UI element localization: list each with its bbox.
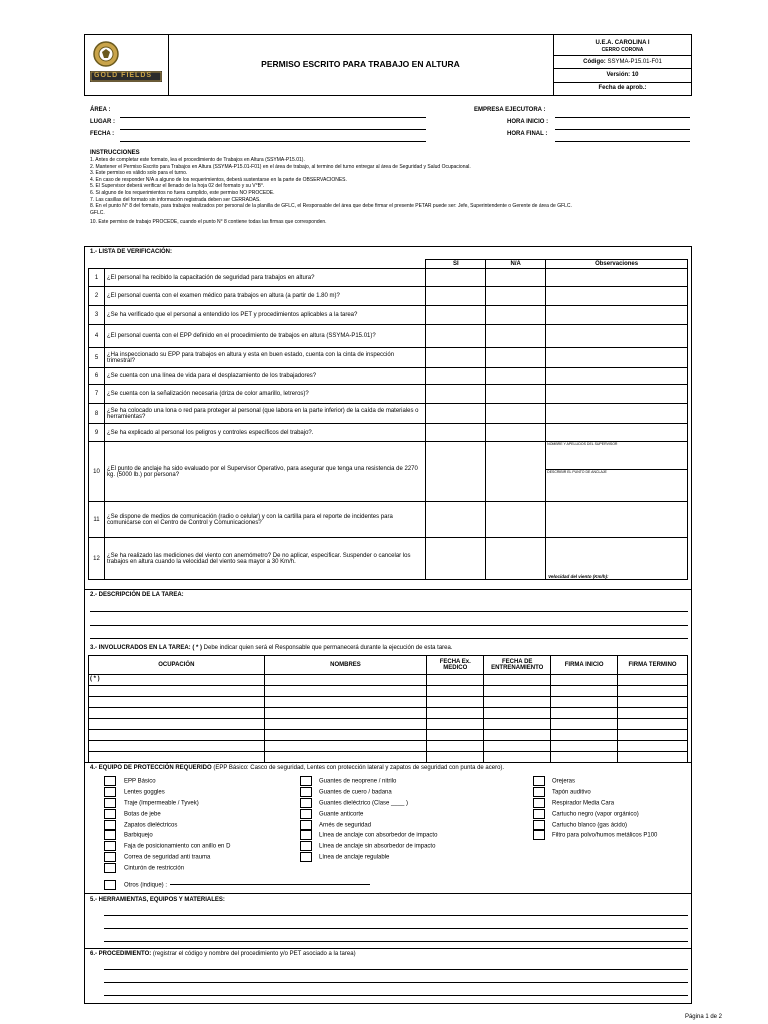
hora-inicio-label: HORA INICIO : [507, 119, 549, 125]
section5-title: 5.- HERRAMIENTAS, EQUIPOS Y MATERIALES: [90, 897, 225, 903]
checkbox[interactable] [104, 841, 116, 851]
table-row [89, 697, 688, 708]
empresa-label: EMPRESA EJECUTORA : [474, 107, 546, 113]
table-row [89, 708, 688, 719]
instruction-item: 5. El Supervisor deberá verificar el llenado de la hoja 02 del formato y su V°B°. [90, 183, 265, 190]
na-cell[interactable] [486, 502, 546, 538]
checkbox[interactable] [300, 852, 312, 862]
si-cell[interactable] [426, 442, 486, 502]
table-row [89, 741, 688, 752]
checkbox[interactable] [104, 787, 116, 797]
fecha-label: FECHA : [90, 131, 115, 137]
checkbox[interactable] [300, 841, 312, 851]
epp-item[interactable]: Arnés de seguridad [300, 820, 540, 831]
instruction-item: 2. Mantener el Permiso Escrito para Trabajos en Altura (SSYMA-P15.01-F01) en el área de trabajo, al termino del turno entregar al área de Seguridad y Salud Ocupacional. [90, 163, 471, 170]
na-cell[interactable] [486, 269, 546, 287]
lugar-label: LUGAR : [90, 119, 116, 125]
section4-title: 4.- EQUIPO DE PROTECCIÓN REQUERIDO (EPP Básico: Casco de seguridad, Lentes con protección lateral y zapatos de seguridad con punta de acero). [90, 765, 505, 771]
epp-col3 [533, 776, 688, 841]
instructions-list [90, 157, 690, 226]
col-na: N/A [486, 260, 546, 269]
table-row: ( * ) [89, 675, 688, 686]
checkbox[interactable] [104, 809, 116, 819]
instruction-item: 1. Antes de completar este formato, lea el procedimiento de Trabajos en Altura (SSYMA-P15.01). [90, 157, 305, 163]
obs-cell[interactable] [546, 502, 688, 538]
table-row: 8 ¿Se ha colocado una lona o red para proteger al personal (que labora en la parte inferior) de la caída de materiales o herramientas? [89, 404, 688, 424]
instruction-item: 7. Las casillas del formato sin información registrada deben ser CERRADAS. [90, 196, 261, 203]
table-row: 6 ¿Se cuenta con una línea de vida para el desplazamiento de los trabajadores? [89, 368, 688, 385]
table-row: 2 ¿El personal cuenta con el examen médico para trabajos en altura (a partir de 1.80 m)? [89, 287, 688, 306]
na-cell[interactable] [486, 368, 546, 385]
version: Versión: 10 [606, 72, 639, 78]
epp-item[interactable]: Correa de seguridad anti trauma [104, 852, 304, 863]
col-firma-termino: FIRMA TERMINO [618, 656, 688, 675]
epp-item[interactable]: Línea de anclaje con absorbedor de impacto [300, 830, 540, 841]
checkbox[interactable] [300, 820, 312, 830]
col-fecha-medico: FECHA Ex. MEDICO [427, 656, 484, 675]
checkbox[interactable] [104, 776, 116, 786]
epp-item[interactable]: Barbiquejo [104, 830, 304, 841]
instruction-item: 4. En caso de responder N/A a alguno de los requerimientos, deberá sustentarse en la parte de OBSERVACIONES. [90, 176, 347, 183]
epp-item[interactable]: Orejeras [533, 776, 688, 787]
epp-item[interactable]: Lentes goggles [104, 787, 304, 798]
page-title: PERMISO ESCRITO PARA TRABAJO EN ALTURA [261, 59, 460, 69]
obs10-supervisor: NOMBRE Y APELLIDOS DEL SUPERVISOR [546, 442, 687, 470]
epp-item[interactable]: Guante anticorte [300, 809, 540, 820]
checkbox[interactable] [300, 830, 312, 840]
epp-item[interactable]: Guantes de cuero / badana [300, 787, 540, 798]
obs-cell[interactable] [546, 404, 688, 424]
na-cell[interactable] [486, 348, 546, 368]
epp-item[interactable]: Filtro para polvo/humos metálicos P100 [533, 830, 688, 841]
si-cell[interactable] [426, 404, 486, 424]
gold-fields-logo [90, 40, 162, 84]
logo-text: GOLD FIELDS [94, 72, 153, 79]
obs-cell[interactable] [546, 269, 688, 287]
company-line1: U.E.A. CAROLINA I [595, 40, 650, 46]
obs10-anclaje: DESCRIBIR EL PUNTO DE ANCLAJE [547, 470, 607, 474]
table-row: 5 ¿Ha inspeccionado su EPP para trabajos en altura y esta en buen estado, cuenta con la cinta de inspección trimestral? [89, 348, 688, 368]
obs-cell[interactable] [546, 306, 688, 325]
si-cell[interactable] [426, 269, 486, 287]
epp-item[interactable]: Respirador Media Cara [533, 798, 688, 809]
epp-item[interactable]: Guantes dieléctrico (Clase ____ ) [300, 798, 540, 809]
epp-item[interactable]: Tapón auditivo [533, 787, 688, 798]
table-row: 10 ¿El punto de anclaje ha sido evaluado por el Supervisor Operativo, para asegurar que tenga una resistencia de 2270 kg. (5000 lb.) por persona? NOMBRE Y APELLIDOS DEL SUPERVISOR DESCRIBIR EL PUNTO DE ANCLAJE [89, 442, 688, 502]
table-row: 3 ¿Se ha verificado que el personal a entendido los PET y procedimientos aplicables a la tarea? [89, 306, 688, 325]
epp-col1 [104, 776, 304, 891]
si-cell[interactable] [426, 424, 486, 442]
si-cell[interactable] [426, 287, 486, 306]
instruction-item: 8. En el punto N° 8 del formato, para trabajos realizados por personal de la planilla de GFLC, el Responsable del área que debe firmar el presente PETAR puede ser: Jefe, Superintendente o Gerente de área de GFLC. [90, 203, 572, 210]
checkbox[interactable] [300, 809, 312, 819]
obs-cell[interactable] [546, 368, 688, 385]
epp-item[interactable]: EPP Básico [104, 776, 304, 787]
obs-cell[interactable] [546, 325, 688, 348]
table-row: 7 ¿Se cuenta con la señalización necesaria (driza de color amarillo, letreros)? [89, 385, 688, 404]
obs-cell[interactable] [546, 287, 688, 306]
page-number: Página 1 de 2 [684, 1014, 722, 1020]
checkbox[interactable] [104, 830, 116, 840]
checkbox[interactable] [533, 776, 545, 786]
checkbox[interactable] [533, 809, 545, 819]
checklist-table [88, 259, 688, 580]
checkbox[interactable] [300, 776, 312, 786]
col-si: SI [426, 260, 486, 269]
instructions-title: INSTRUCCIONES [90, 150, 140, 156]
involved-table [88, 655, 688, 763]
instruction-item: 10. Este permiso de trabajo PROCEDE, cuando el punto N° 8 contiene todas las firmas que corresponden. [90, 219, 327, 226]
obs12-viento[interactable]: Velocidad del viento (Km/h): [546, 538, 688, 580]
col-obs: Observaciones [546, 260, 688, 269]
obs-cell[interactable] [546, 424, 688, 442]
table-row [89, 686, 688, 697]
si-cell[interactable] [426, 306, 486, 325]
section3-title: 3.- INVOLUCRADOS EN LA TAREA: ( * ) Debe indicar quien será el Responsable que permanecerá durante la ejecución de esta tarea. [90, 645, 453, 651]
obs-cell[interactable] [546, 442, 688, 502]
table-row: 4 ¿El personal cuenta con el EPP definido en el procedimiento de trabajos en altura (SSYMA-P15.01)? [89, 325, 688, 348]
epp-item[interactable]: Línea de anclaje regulable [300, 852, 540, 863]
table-row: 1 ¿El personal ha recibido la capacitación de seguridad para trabajos en altura? [89, 269, 688, 287]
codigo: Código: SSYMA-P15.01-F01 [583, 59, 662, 65]
checkbox[interactable] [533, 830, 545, 840]
table-row [89, 719, 688, 730]
na-cell[interactable] [486, 442, 546, 502]
checkbox[interactable] [533, 787, 545, 797]
checkbox[interactable] [533, 820, 545, 830]
epp-item[interactable]: Faja de posicionamiento con anillo en D [104, 841, 304, 852]
col-firma-inicio: FIRMA INICIO [551, 656, 618, 675]
si-cell[interactable] [426, 368, 486, 385]
epp-item[interactable]: Traje (Impermeable / Tyvek) [104, 798, 304, 809]
col-ocupacion: OCUPACIÓN [89, 656, 265, 675]
checkbox[interactable] [300, 787, 312, 797]
obs-cell[interactable] [546, 348, 688, 368]
col-fecha-entrenamiento: FECHA DE ENTRENAMIENTO [484, 656, 551, 675]
checkbox[interactable] [104, 852, 116, 862]
epp-item[interactable]: Línea de anclaje sin absorbedor de impacto [300, 841, 540, 852]
table-row: 11 ¿Se dispone de medios de comunicación (radio o celular) y con la cartilla para el reporte de incidentes para comunicarse con el Centro de Control y Comunicaciones? [89, 502, 688, 538]
epp-item[interactable]: Zapatos dieléctricos [104, 820, 304, 831]
col-nombres: NOMBRES [264, 656, 427, 675]
si-cell[interactable] [426, 502, 486, 538]
na-cell[interactable] [486, 287, 546, 306]
na-cell[interactable] [486, 404, 546, 424]
table-row: 9 ¿Se ha explicado al personal los peligros y controles específicos del trabajo?. [89, 424, 688, 442]
checkbox[interactable] [104, 880, 116, 890]
checkbox[interactable] [533, 798, 545, 808]
na-cell[interactable] [486, 306, 546, 325]
si-cell[interactable] [426, 325, 486, 348]
section2-title: 2.- DESCRIPCIÓN DE LA TAREA: [90, 592, 184, 598]
fecha-aprob: Fecha de aprob.: [598, 85, 647, 91]
area-label: ÁREA : [90, 107, 111, 113]
table-row: 12 ¿Se ha realizado las mediciones del viento con anemómetro? De no aplicar, especificar. Suspender o cancelar los trabajos en altura cuando la velocidad del viento sea mayor a 30 Km/h. Velocidad del viento (Km/h): [89, 538, 688, 580]
instruction-item: 6. Si alguno de los requerimientos no fuera cumplido, este permiso NO PROCEDE. [90, 189, 275, 196]
na-cell[interactable] [486, 538, 546, 580]
epp-item[interactable]: Cartucho negro (vapor orgánico) [533, 809, 688, 820]
epp-item[interactable]: Otros (indique) : [104, 880, 304, 891]
company-line2: CERRO CORONA [601, 47, 644, 53]
instruction-item: GFLC. [90, 209, 105, 216]
section1-title: 1.- LISTA DE VERIFICACIÓN: [90, 249, 173, 255]
si-cell[interactable] [426, 538, 486, 580]
na-cell[interactable] [486, 424, 546, 442]
epp-item[interactable]: Botas de jebe [104, 809, 304, 820]
checkbox[interactable] [104, 798, 116, 808]
na-cell[interactable] [486, 325, 546, 348]
checkbox[interactable] [300, 798, 312, 808]
table-row [89, 752, 688, 763]
epp-col2 [300, 776, 540, 863]
section6-title: 6.- PROCEDIMIENTO: (registrar el código y nombre del procedimiento y/o PET asociado a la tarea) [90, 951, 356, 957]
table-row [89, 730, 688, 741]
epp-item[interactable]: Cinturón de restricción [104, 863, 304, 874]
si-cell[interactable] [426, 348, 486, 368]
hora-final-label: HORA FINAL : [507, 131, 548, 137]
instruction-item: 3. Este permiso es válido solo para el turno. [90, 170, 188, 177]
obs-cell[interactable] [546, 385, 688, 404]
epp-item[interactable]: Guantes de neoprene / nitrilo [300, 776, 540, 787]
checkbox[interactable] [104, 863, 116, 873]
epp-item[interactable]: Cartucho blanco (gas ácido) [533, 820, 688, 831]
checkbox[interactable] [104, 820, 116, 830]
na-cell[interactable] [486, 385, 546, 404]
si-cell[interactable] [426, 385, 486, 404]
